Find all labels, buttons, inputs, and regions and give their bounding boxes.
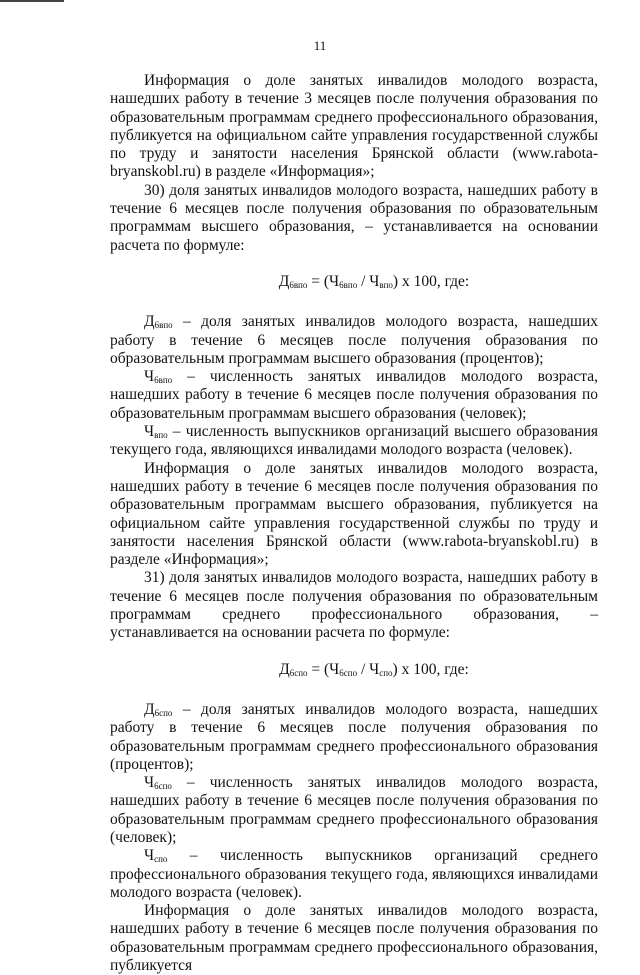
formula-subscript: 6впо: [339, 279, 358, 290]
definition-subscript: впо: [154, 430, 168, 441]
definition-subscript: 6впо: [154, 375, 173, 386]
definition-subscript: 6впо: [154, 320, 173, 331]
paragraph-info-secondary-vocational: Информация о доле занятых инвалидов молодого возраста, нашедших работу в течение 6 месяцев после получения образования по образовательным программам среднего профессионального образования, публикуется: [110, 902, 598, 975]
formula-term: / Ч: [357, 272, 380, 290]
formula-subscript: спо: [379, 667, 393, 678]
definition-d6vpo: [110, 313, 598, 368]
formula-subscript: впо: [379, 279, 393, 290]
formula-secondary-vocational: [110, 661, 598, 679]
formula-higher-education: [110, 273, 598, 291]
paragraph-info-3-months: Информация о доле занятых инвалидов молодого возраста, нашедших работу в течение 3 месяцев после получения образования по образовательным программам среднего профессионального образования, публикуется на официальном сайте управления государственной службы по труду и занятости населения Брянской области (www.rabota-bryanskobl.ru) в разделе «Информация»;: [110, 72, 598, 181]
definition-text: – доля занятых инвалидов молодого возраста, нашедших работу в течение 6 месяцев после получения образования по образовательным программам среднего профессионального образования (процентов);: [110, 700, 598, 773]
formula-subscript: 6спо: [339, 667, 358, 678]
definition-symbol: Д: [144, 313, 155, 331]
definition-symbol: Ч: [144, 774, 155, 792]
definition-d6spo: [110, 701, 598, 774]
definition-text: – численность выпускников организаций высшего образования текущего года, являющихся инвалидами молодого возраста (человек).: [110, 423, 598, 459]
paragraph-info-higher-education: Информация о доле занятых инвалидов молодого возраста, нашедших работу в течение 6 месяцев после получения образования по образовательным программам высшего образования, публикуется на официальном сайте управления государственной службы по труду и занятости населения Брянской области (www.rabota-bryanskobl.ru) в разделе «Информация»;: [110, 459, 598, 569]
formula-term: = (Ч: [307, 660, 340, 678]
definition-chspo: [110, 847, 598, 902]
definition-subscript: 6спо: [154, 781, 172, 792]
definition-ch6vpo: [110, 368, 598, 423]
formula-subscript: 6впо: [289, 279, 308, 290]
definition-chvpo: [110, 423, 598, 460]
paragraph-item-30: 30) доля занятых инвалидов молодого возраста, нашедших работу в течение 6 месяцев после получения образования по образовательным программам высшего образования, – устанавливается на основании расчета по формуле:: [110, 181, 598, 254]
definition-symbol: Ч: [144, 423, 155, 441]
definition-text: – численность выпускников организаций среднего профессионального образования текущего года, являющихся инвалидами молодого возраста (человек).: [110, 847, 598, 901]
document-body: [110, 72, 598, 975]
definition-text: – доля занятых инвалидов молодого возраста, нашедших работу в течение 6 месяцев после получения образования по образовательным программам высшего образования (процентов);: [110, 313, 598, 367]
definition-subscript: 6спо: [154, 707, 173, 718]
definition-symbol: Ч: [144, 368, 155, 386]
formula-term: / Ч: [357, 660, 380, 678]
definition-ch6spo: [110, 774, 598, 847]
formula-term: Д: [278, 272, 290, 290]
formula-subscript: 6спо: [289, 667, 308, 678]
definition-symbol: Д: [144, 700, 155, 718]
formula-term: ) х 100, где:: [392, 660, 469, 678]
formula-term: ) х 100, где:: [392, 272, 470, 290]
definition-subscript: спо: [154, 854, 168, 865]
formula-term: Д: [279, 660, 290, 678]
definition-text: – численность занятых инвалидов молодого возраста, нашедших работу в течение 6 месяцев после получения образования по образовательным программам среднего профессионального образования (человек);: [110, 774, 598, 846]
page-number: 11: [313, 38, 327, 53]
definition-symbol: Ч: [144, 847, 155, 865]
paragraph-item-31: 31) доля занятых инвалидов молодого возраста, нашедших работу в течение 6 месяцев после получения образования по образовательным программам среднего профессионального образования, – устанавливается на основании расчета по формуле:: [110, 569, 598, 642]
formula-term: = (Ч: [307, 272, 340, 290]
top-edge-line: [0, 0, 64, 2]
definition-text: – численность занятых инвалидов молодого возраста, нашедших работу в течение 6 месяцев после получения образования по образовательным программам высшего образования (человек);: [110, 368, 598, 422]
